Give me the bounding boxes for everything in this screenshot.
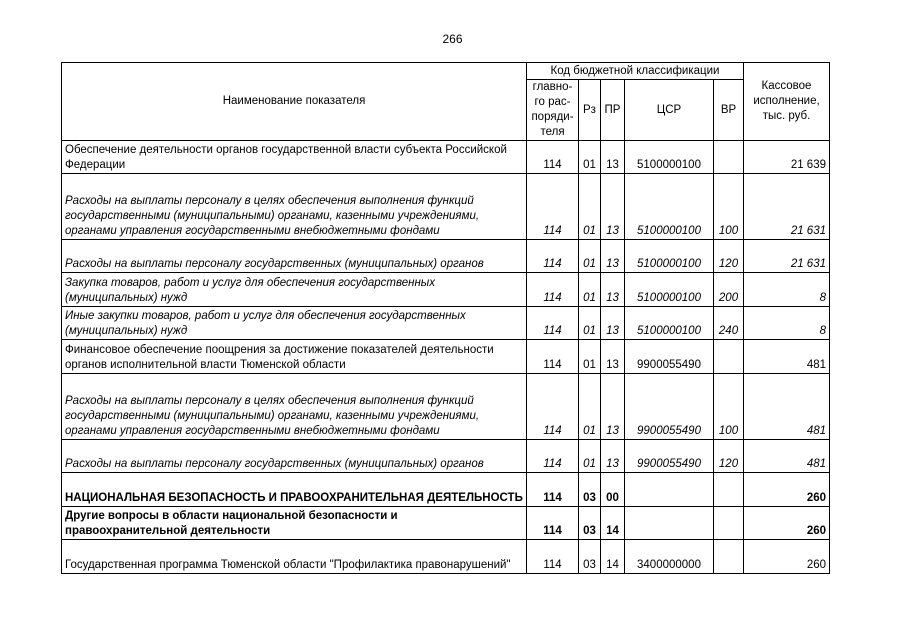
column-group-classification: Код бюджетной классификации (527, 63, 744, 80)
cell-csr: 9900055490 (625, 374, 714, 440)
cell-csr: 9900055490 (625, 440, 714, 473)
cell-rz: 01 (579, 174, 601, 240)
cell-glavn: 114 (527, 340, 579, 374)
page-number: 266 (442, 32, 463, 46)
cell-name: Расходы на выплаты персоналу государственных (муниципальных) органов (62, 440, 527, 473)
cell-glavn: 114 (527, 307, 579, 340)
cell-glavn: 114 (527, 540, 579, 574)
cell-rz: 01 (579, 273, 601, 307)
cell-pr: 00 (601, 473, 625, 507)
column-header-pr: ПР (601, 80, 625, 141)
table-row (62, 540, 830, 574)
cell-pr: 13 (601, 340, 625, 374)
table-row (62, 440, 830, 473)
table-row (62, 340, 830, 374)
cell-pr: 14 (601, 540, 625, 574)
cell-name: Закупка товаров, работ и услуг для обеспечения государственных (муниципальных) нужд (62, 273, 527, 307)
cell-amount: 21 639 (744, 141, 830, 174)
cell-amount: 21 631 (744, 240, 830, 273)
cell-pr: 13 (601, 141, 625, 174)
cell-vr: 120 (714, 240, 744, 273)
cell-csr: 5100000100 (625, 141, 714, 174)
column-header-amount: Кассовое исполнение, тыс. руб. (744, 63, 830, 141)
table-body (62, 141, 830, 574)
cell-pr: 13 (601, 240, 625, 273)
cell-glavn: 114 (527, 141, 579, 174)
cell-vr: 100 (714, 174, 744, 240)
cell-rz: 01 (579, 440, 601, 473)
cell-name: Расходы на выплаты персоналу в целях обеспечения выполнения функций государственными (муниципальными) органами, казенными учреждениями, органами управления государственными внебюджетными фондами (62, 374, 527, 440)
cell-glavn: 114 (527, 374, 579, 440)
cell-name: Иные закупки товаров, работ и услуг для обеспечения государственных (муниципальных) нужд (62, 307, 527, 340)
table-row (62, 273, 830, 307)
cell-csr: 5100000100 (625, 174, 714, 240)
table-row (62, 307, 830, 340)
column-header-glavn: главно-го рас-поряди-теля (527, 80, 579, 141)
cell-vr (714, 540, 744, 574)
cell-pr: 13 (601, 374, 625, 440)
cell-vr (714, 507, 744, 540)
cell-glavn: 114 (527, 174, 579, 240)
column-header-rz: Рз (579, 80, 601, 141)
cell-glavn: 114 (527, 507, 579, 540)
cell-rz: 03 (579, 507, 601, 540)
cell-amount: 260 (744, 540, 830, 574)
cell-glavn: 114 (527, 473, 579, 507)
cell-rz: 01 (579, 374, 601, 440)
cell-pr: 13 (601, 174, 625, 240)
cell-vr: 100 (714, 374, 744, 440)
cell-pr: 13 (601, 440, 625, 473)
cell-csr (625, 473, 714, 507)
cell-name: Финансовое обеспечение поощрения за достижение показателей деятельности органов исполнительной власти Тюменской области (62, 340, 527, 374)
cell-name: Расходы на выплаты персоналу государственных (муниципальных) органов (62, 240, 527, 273)
cell-name: Обеспечение деятельности органов государственной власти субъекта Российской Федерации (62, 141, 527, 174)
cell-amount: 21 631 (744, 174, 830, 240)
cell-amount: 260 (744, 473, 830, 507)
cell-vr (714, 141, 744, 174)
cell-rz: 01 (579, 141, 601, 174)
cell-amount: 8 (744, 273, 830, 307)
cell-csr: 5100000100 (625, 273, 714, 307)
cell-amount: 8 (744, 307, 830, 340)
cell-glavn: 114 (527, 440, 579, 473)
table-row (62, 374, 830, 440)
cell-vr: 120 (714, 440, 744, 473)
table-row (62, 141, 830, 174)
cell-pr: 13 (601, 307, 625, 340)
cell-rz: 03 (579, 473, 601, 507)
column-header-vr: ВР (714, 80, 744, 141)
cell-rz: 03 (579, 540, 601, 574)
column-header-name: Наименование показателя (62, 63, 527, 141)
cell-vr: 200 (714, 273, 744, 307)
cell-csr: 5100000100 (625, 307, 714, 340)
cell-rz: 01 (579, 307, 601, 340)
cell-csr: 5100000100 (625, 240, 714, 273)
cell-rz: 01 (579, 340, 601, 374)
cell-amount: 481 (744, 440, 830, 473)
cell-name: Другие вопросы в области национальной безопасности и правоохранительной деятельности (62, 507, 527, 540)
table-row (62, 174, 830, 240)
cell-glavn: 114 (527, 273, 579, 307)
cell-amount: 481 (744, 340, 830, 374)
cell-rz: 01 (579, 240, 601, 273)
column-header-csr: ЦСР (625, 80, 714, 141)
table-header (62, 63, 830, 141)
cell-csr: 3400000000 (625, 540, 714, 574)
cell-pr: 14 (601, 507, 625, 540)
cell-csr (625, 507, 714, 540)
cell-vr (714, 473, 744, 507)
cell-name: Расходы на выплаты персоналу в целях обеспечения выполнения функций государственными (муниципальными) органами, казенными учреждениями, органами управления государственными внебюджетными фондами (62, 174, 527, 240)
cell-name: Государственная программа Тюменской области "Профилактика правонарушений" (62, 540, 527, 574)
table-row (62, 473, 830, 507)
cell-amount: 481 (744, 374, 830, 440)
cell-amount: 260 (744, 507, 830, 540)
table-row (62, 507, 830, 540)
cell-csr: 9900055490 (625, 340, 714, 374)
cell-vr (714, 340, 744, 374)
cell-vr: 240 (714, 307, 744, 340)
cell-glavn: 114 (527, 240, 579, 273)
cell-name: НАЦИОНАЛЬНАЯ БЕЗОПАСНОСТЬ И ПРАВООХРАНИТЕЛЬНАЯ ДЕЯТЕЛЬНОСТЬ (62, 473, 527, 507)
cell-pr: 13 (601, 273, 625, 307)
table-row (62, 240, 830, 273)
budget-table (61, 62, 830, 574)
